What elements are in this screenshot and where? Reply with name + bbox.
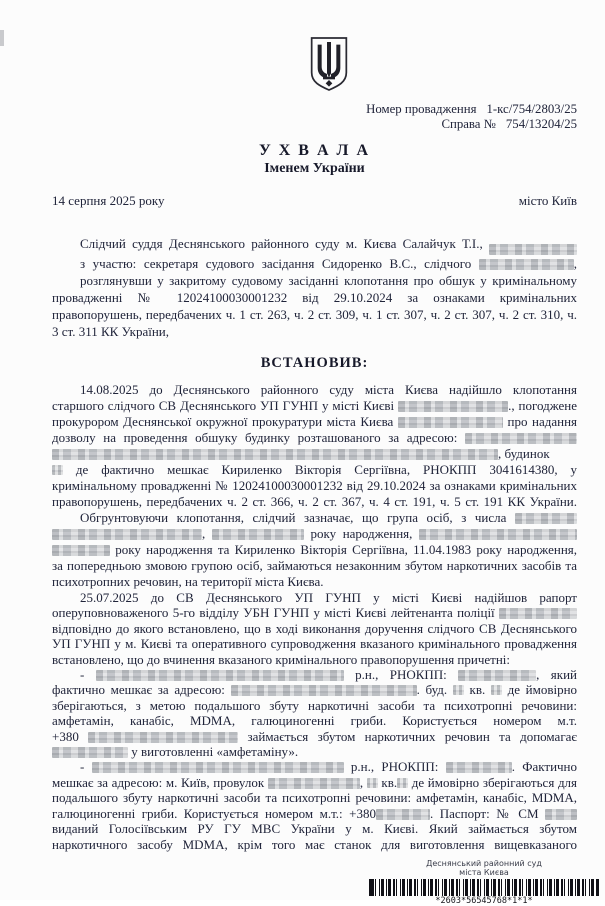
- redaction: [367, 778, 378, 788]
- text-segment: 14.08.2025 до Деснянського районного суду міста Києва надійшло клопотання: [80, 382, 577, 397]
- text-segment: ., погоджене: [508, 398, 578, 413]
- emblem-wrap: [52, 36, 577, 94]
- text-segment: прокурором Деснянської окружної прокуратури міста Києва: [52, 414, 394, 429]
- redaction: [489, 244, 577, 255]
- text-line: [52, 430, 577, 446]
- text-segment: зберігаються, з метою подальшого збуту наркотичні засоби та психотропні речовини:: [52, 697, 577, 713]
- text-line: [52, 462, 577, 478]
- text-segment: кримінальному провадженні № 12024100030001232 від 29.10.2024 за ознаками кримінальних: [52, 478, 577, 493]
- text-segment: психотропних речовин, на території міста Києва.: [52, 574, 324, 589]
- proceeding-number-line: [52, 102, 577, 117]
- redaction: [52, 747, 128, 758]
- text-line: [52, 510, 577, 526]
- paragraph-report: [52, 590, 577, 852]
- text-segment: встановлено, що до вчинення вказаного кримінального правопорушення причетні:: [52, 651, 511, 667]
- scan-artifact: [0, 30, 4, 46]
- barcode-number: *2603*56545768*1*1*: [435, 895, 533, 906]
- text-segment: де ймовірно: [507, 682, 578, 698]
- text-line: [52, 323, 577, 340]
- text-line: [52, 744, 577, 759]
- text-line: [52, 526, 577, 542]
- redaction: [96, 670, 344, 681]
- text-segment: ,: [573, 256, 578, 271]
- text-segment: р.н., РНОКПП:: [350, 759, 439, 775]
- text-segment: р.н., РНОКПП:: [355, 667, 447, 683]
- text-segment: амфетамін, канабіс, MDMA, галюциногенні гриби. Користується номером м.т.: [52, 713, 577, 729]
- redaction: [479, 259, 574, 270]
- text-segment: мешкає за адресою: м. Київ, провулок: [52, 774, 265, 790]
- text-segment: 3 ст. 311 КК України,: [52, 324, 170, 339]
- text-segment: за попередньою змовою групою осіб, займаються незаконним збутом наркотичних засобів та: [52, 558, 577, 573]
- text-segment: про надання: [507, 414, 578, 429]
- proceeding-label: Номер провадження: [366, 102, 477, 116]
- redaction: [52, 545, 110, 556]
- case-number: 754/13204/25: [505, 117, 577, 131]
- text-segment: , будинок: [498, 446, 550, 461]
- text-line: [52, 235, 577, 255]
- date-row: [52, 193, 577, 209]
- text-segment: кв.: [381, 774, 398, 790]
- text-line: [52, 446, 577, 462]
- document-date: 14 серпня 2025 року: [52, 193, 165, 208]
- text-line: [52, 574, 577, 590]
- text-segment: правопорушень, передбачених ч. 2 ст. 366, ч. 2 ст. 367, ч. 4 ст. 191, ч. 5 ст. 191 КК України.: [52, 494, 577, 509]
- text-line: [52, 698, 577, 713]
- preamble-paragraph: [52, 235, 577, 340]
- court-barcode-stamp: [369, 859, 599, 906]
- text-segment: де ймовірно зберігаються для: [411, 774, 578, 790]
- text-line: [52, 652, 577, 667]
- text-segment: старшого слідчого СВ Деснянського УП ГУНП у місті Києві: [52, 398, 395, 413]
- redaction: [465, 433, 577, 444]
- text-line: [52, 289, 577, 306]
- text-segment: правопорушень, передбачених ч. 1 ст. 263, ч. 2 ст. 309, ч. 1 ст. 307, ч. 2 ст. 307, ч. 2 ст. 310, ч.: [52, 307, 577, 322]
- text-segment: дозволу на проведення обшуку будинку розташованого за адресою:: [52, 430, 458, 445]
- ukraine-coat-of-arms-icon: [309, 36, 349, 92]
- text-segment: . Паспорт: № СМ: [429, 805, 539, 821]
- redaction: [92, 762, 344, 773]
- text-line: [52, 682, 577, 697]
- text-line: [52, 272, 577, 289]
- text-line: [52, 636, 577, 651]
- redaction: [52, 465, 63, 475]
- text-segment: -: [80, 667, 85, 683]
- text-segment: наркотичного засобу MDMA, крім того має станок для виготовлення вищевказаного: [52, 836, 577, 852]
- proceeding-number: 1-кс/754/2803/25: [486, 102, 577, 116]
- document-city: місто Київ: [518, 193, 577, 208]
- redaction: [376, 809, 430, 820]
- redaction: [491, 685, 502, 695]
- text-line: [52, 558, 577, 574]
- case-numbers: [52, 102, 577, 132]
- text-segment: ,: [202, 526, 206, 541]
- text-segment: фактично мешкає за адресою:: [52, 682, 225, 698]
- text-line: [52, 837, 577, 852]
- text-segment: 25.07.2025 до СВ Деснянського УП ГУНП у місті Києві надійшов рапорт: [80, 590, 577, 605]
- redaction: [268, 778, 360, 789]
- text-line: [52, 306, 577, 323]
- text-line: [52, 775, 577, 790]
- stamp-court-name-line2: міста Києва: [459, 867, 509, 877]
- paragraph-petition: [52, 382, 577, 590]
- barcode: [369, 879, 599, 896]
- redaction: [88, 732, 238, 743]
- redaction: [446, 762, 512, 773]
- text-segment: розглянувши у закритому судовому засіданні клопотання про обшук у кримінальному: [80, 273, 577, 288]
- redaction: [458, 670, 536, 681]
- text-line: [52, 414, 577, 430]
- text-line: [52, 542, 577, 558]
- text-segment: галюциногенні гриби. Користується номером м.т.: +380: [52, 805, 376, 821]
- redaction: [397, 778, 408, 788]
- text-line: [52, 398, 577, 414]
- case-label: Справа №: [441, 117, 496, 131]
- text-segment: де фактично мешкає Кириленко Вікторія Сергіївна, РНОКПП 3041614380, у: [75, 462, 578, 477]
- text-segment: оперуповноваженого 5-го відділу УБН ГУНП у місті Києві лейтенанта поліції: [52, 605, 495, 621]
- redaction: [515, 513, 577, 524]
- text-segment: -: [80, 759, 85, 775]
- suspect-1-line: [52, 667, 577, 682]
- text-line: [52, 255, 577, 272]
- redaction: [212, 529, 304, 540]
- redaction: [52, 529, 202, 540]
- redaction: [545, 809, 577, 820]
- text-segment: року народження,: [310, 526, 413, 541]
- text-line: [52, 478, 577, 494]
- text-segment: з участю: секретаря судового засідання Сидоренко В.С., слідчого: [80, 256, 472, 271]
- text-segment: подальшого збуту наркотичні засоби та психотропні речовини: амфетамін, канабіс, MDMA,: [52, 790, 577, 806]
- text-segment: відповідно до якого встановлено, що в ході виконання доручення слідчого СВ Деснянського: [52, 620, 577, 636]
- text-line: [52, 621, 577, 636]
- established-heading: ВСТАНОВИВ:: [260, 355, 369, 371]
- text-line: [52, 806, 577, 821]
- text-segment: у виготовленні «амфетаміну».: [131, 744, 299, 760]
- text-segment: ,: [359, 774, 364, 790]
- text-segment: , який: [536, 667, 578, 683]
- suspect-2-line: [52, 759, 577, 774]
- text-line: [52, 821, 577, 836]
- case-number-line: [52, 117, 577, 132]
- text-segment: . буд.: [416, 682, 448, 698]
- redaction: [398, 401, 508, 412]
- text-segment: кв.: [469, 682, 486, 698]
- redaction: [52, 449, 498, 460]
- text-segment: провадженні № 12024100030001232 від 29.10.2024 за ознаками кримінальних: [52, 290, 577, 305]
- text-line: [52, 790, 577, 805]
- text-segment: Обгрунтовуючи клопотання, слідчий зазначає, що група осіб, з числа: [80, 510, 507, 525]
- redaction: [453, 685, 464, 695]
- text-line: [52, 382, 577, 398]
- document-title: У Х В А Л А: [259, 142, 370, 159]
- text-segment: УП ГУНП у м. Києві та оперативного супроводження вказаного кримінального провадження: [52, 636, 577, 652]
- text-segment: . Фактично: [511, 759, 578, 775]
- text-line: [52, 605, 577, 620]
- stamp-court-name-line1: Деснянський районний суд: [426, 858, 542, 868]
- redaction: [398, 417, 503, 428]
- text-line: [52, 713, 577, 728]
- text-segment: займається збутом наркотичних речовин та допомагає: [247, 728, 578, 744]
- redaction: [499, 608, 577, 619]
- text-segment: +380: [52, 728, 79, 744]
- text-line: [52, 590, 577, 605]
- document-subtitle: Іменем України: [264, 161, 365, 176]
- text-line: [52, 729, 577, 744]
- text-line: [52, 494, 577, 510]
- redaction: [231, 685, 417, 696]
- text-segment: Слідчий суддя Деснянського районного суду м. Києва Салайчук Т.І.,: [80, 236, 483, 251]
- redaction: [419, 529, 577, 540]
- text-segment: виданий Голосіївським РУ ГУ МВС України у м. Києві. Який займається збутом: [52, 821, 577, 837]
- text-segment: року народження та Кириленко Вікторія Сергіївна, 11.04.1983 року народження,: [115, 542, 577, 557]
